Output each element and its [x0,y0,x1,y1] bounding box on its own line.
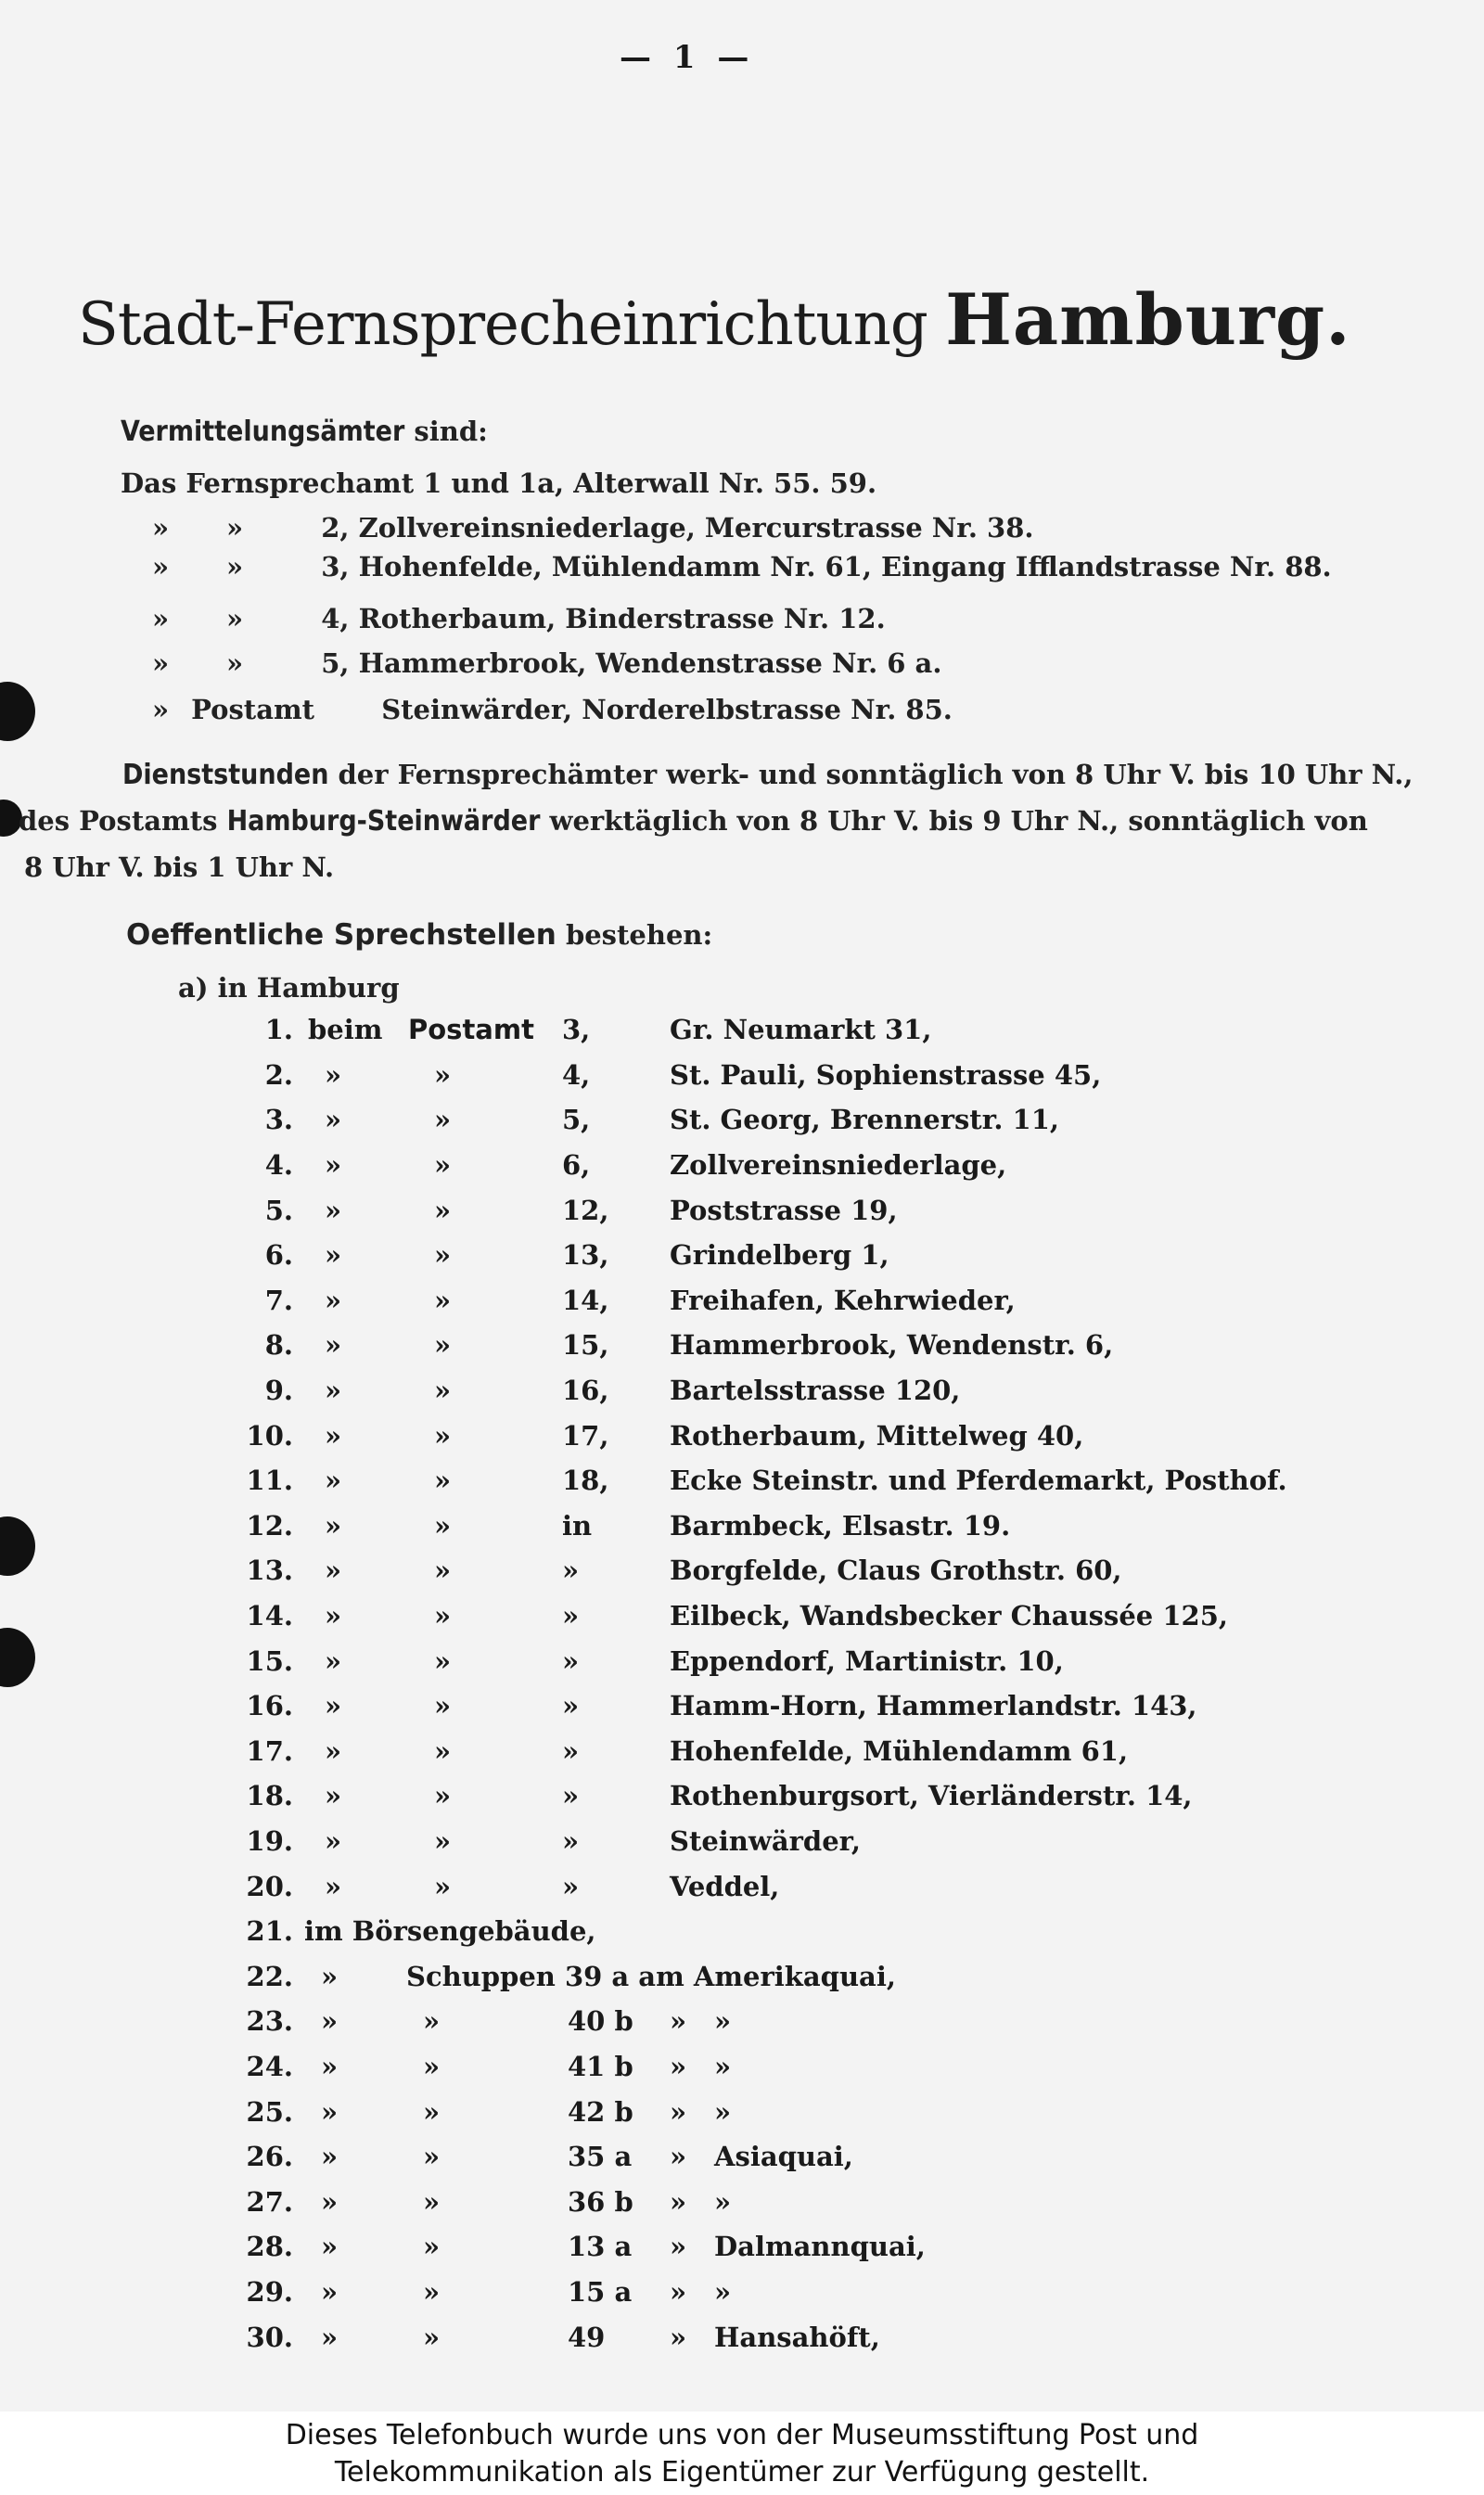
shed-number: 35 a [568,2141,633,2173]
station-row [211,1953,1287,1999]
ditto-mark: » [325,1824,342,1857]
office-number: 13, [562,1239,609,1272]
office-number: » [562,1824,580,1857]
ditto-mark: » [325,1734,342,1767]
exchange-row [139,647,941,679]
station-number: 17. [246,1734,293,1767]
station-location: Bartelsstrasse 120, [670,1375,961,1407]
station-row [211,1909,1287,1954]
station-number: 8. [264,1329,293,1362]
station-location: Borgfelde, Claus Grothstr. 60, [670,1555,1122,1587]
station-number: 3. [264,1104,293,1136]
ditto-mark: » [325,1690,342,1722]
station-number: 20. [246,1870,293,1902]
page-number: — 1 — [620,39,755,76]
station-location: St. Georg, Brennerstr. 11, [670,1104,1059,1136]
ditto-mark: » [434,1329,452,1362]
exchange-lead: Das Fernsprechamt 1 und 1a, [121,467,565,499]
public-heading [126,918,712,952]
station-row [211,2179,1287,2224]
ditto-mark: » [434,1780,452,1812]
exchange-text: Hammerbrook, Wendenstrasse Nr. 6 a. [358,647,942,679]
ditto-mark: » [434,1058,452,1091]
station-prefix: beim [308,1014,383,1046]
public-heading-bold: Oeffentliche Sprechstellen [126,918,556,952]
ditto-mark: » [325,1870,342,1902]
station-location: Gr. Neumarkt 31, [670,1014,932,1046]
station-number: 6. [264,1239,293,1272]
station-type: Postamt [408,1014,534,1046]
station-row [211,1729,1287,1774]
station-number: 28. [246,2231,293,2263]
office-number: 5, [562,1104,591,1136]
station-location: Eilbeck, Wandsbecker Chaussée 125, [670,1600,1228,1632]
ditto-mark: » [325,1375,342,1407]
exchange-lead: 2, [321,512,350,544]
ditto-mark: » [434,1644,452,1677]
ditto-mark: » [434,1870,452,1902]
station-row [211,1233,1287,1278]
station-location: Zollvereinsniederlage, [670,1149,1007,1182]
ditto-mark: » [325,1644,342,1677]
station-number: 14. [246,1600,293,1632]
ditto-mark: » [325,1239,342,1272]
ditto-mark: » [434,1419,452,1452]
ditto-mark: » [670,2005,687,2038]
ditto-mark: » [434,1375,452,1407]
station-location: » [714,2050,732,2082]
station-location: Hammerbrook, Wendenstr. 6, [670,1329,1114,1362]
ditto-mark: » [670,2141,687,2173]
ditto-mark: » [670,2231,687,2263]
exchange-row [139,694,953,725]
ditto-mark: » [434,1104,452,1136]
shed-number: 15 a [568,2275,633,2308]
station-row [211,2134,1287,2180]
station-number: 11. [246,1465,293,1497]
ditto-mark: » [434,1194,452,1226]
ditto-mark: » [434,1600,452,1632]
ditto-mark: » [321,2275,339,2308]
title-regular: Stadt-Fernsprecheinrichtung [78,290,928,359]
hours-text: 8 Uhr V. bis 1 Uhr N. [24,851,335,883]
exchanges-heading-rest: sind: [414,416,488,447]
station-location: » [714,2095,732,2128]
station-location: Hamm-Horn, Hammerlandstr. 143, [670,1690,1197,1722]
ditto-mark: » [325,1149,342,1182]
station-row [211,2224,1287,2270]
exchange-lead: 3, [321,551,350,582]
ditto-mark: » [434,1555,452,1587]
ditto-mark: » [151,603,170,634]
ditto-mark: » [325,1058,342,1091]
exchange-text: Hohenfelde, Mühlendamm Nr. 61, Eingang Ifflandstrasse Nr. 88. [358,551,1332,582]
office-number: 18, [562,1465,609,1497]
punch-hole-bottom [0,1628,35,1687]
ditto-mark: » [670,2185,687,2218]
ditto-mark: » [325,1284,342,1316]
public-stations-table [211,1007,1287,2360]
ditto-mark: » [226,603,244,634]
ditto-mark: » [434,1239,452,1272]
ditto-mark: » [325,1600,342,1632]
station-number: 29. [246,2275,293,2308]
hours-text: der Fernsprechämter werk- und sonntäglich von 8 Uhr V. bis 10 Uhr N., [338,759,1414,790]
office-number: » [562,1600,580,1632]
ditto-mark: » [434,1284,452,1316]
exchange-text: Alterwall Nr. 55. 59. [573,467,877,499]
station-number: 30. [246,2321,293,2353]
exchange-row [139,603,886,634]
station-number: 15. [246,1644,293,1677]
ditto-mark: » [151,551,170,582]
ditto-mark: » [321,2050,339,2082]
shed-number: 41 b [568,2050,633,2082]
office-number: » [562,1780,580,1812]
station-number: 1. [264,1014,293,1046]
title-bold: Hamburg. [945,278,1351,361]
office-number: 15, [562,1329,609,1362]
station-row [211,1187,1287,1233]
hours-heading: Dienststunden [122,759,329,791]
ditto-mark: » [325,1104,342,1136]
ditto-mark: » [226,512,244,544]
ditto-mark: » [434,1149,452,1182]
office-number: 16, [562,1375,609,1407]
office-number: » [562,1870,580,1902]
station-row [211,2044,1287,2090]
ditto-mark: » [325,1465,342,1497]
station-number: 25. [246,2095,293,2128]
station-row [211,1638,1287,1683]
ditto-mark: » [423,2141,441,2173]
ditto-mark: » [670,2275,687,2308]
public-heading-rest: bestehen: [565,919,713,951]
ditto-mark: » [670,2321,687,2353]
shed-number: 40 b [568,2005,633,2038]
ditto-mark: » [325,1780,342,1812]
hours-office-name: Hamburg-Steinwärder [226,805,541,838]
station-row [211,1683,1287,1729]
punch-hole-top [0,682,35,741]
station-number: 18. [246,1780,293,1812]
station-row [211,1819,1287,1864]
ditto-mark: » [226,647,244,679]
station-number: 2. [264,1058,293,1091]
exchange-text: Zollvereinsniederlage, Mercurstrasse Nr. 38. [358,512,1034,544]
hours-line-3 [24,851,334,883]
station-location: » [714,2275,732,2308]
station-location: Asiaquai, [714,2141,853,2173]
station-number: 27. [246,2185,293,2218]
ditto-mark: » [423,2095,441,2128]
station-number: 12. [246,1509,293,1542]
station-number: 16. [246,1690,293,1722]
ditto-mark: » [321,2141,339,2173]
ditto-mark: » [325,1329,342,1362]
station-location: St. Pauli, Sophienstrasse 45, [670,1058,1102,1091]
station-row [211,1413,1287,1458]
shed-number: 42 b [568,2095,633,2128]
station-location: im Börsengebäude, [304,1915,596,1948]
station-location: » [714,2005,732,2038]
ditto-mark: » [670,2095,687,2128]
station-location: Poststrasse 19, [670,1194,898,1226]
office-number: 12, [562,1194,609,1226]
station-row [211,1999,1287,2044]
station-row [211,1097,1287,1143]
station-row [211,1143,1287,1188]
office-number: 14, [562,1284,609,1316]
station-number: 10. [246,1419,293,1452]
exchanges-heading [121,416,488,448]
station-row [211,1593,1287,1639]
station-row [211,1278,1287,1324]
office-number: 3, [562,1014,591,1046]
shed-number: 36 b [568,2185,633,2218]
exchanges-heading-bold: Vermittelungsämter [121,416,405,448]
station-row [211,1548,1287,1593]
station-row [211,2270,1287,2315]
footer-line-1: Dieses Telefonbuch wurde uns von der Museumsstiftung Post und [285,2419,1199,2451]
station-number: 9. [264,1375,293,1407]
ditto-mark: » [226,551,244,582]
station-location: Grindelberg 1, [670,1239,889,1272]
station-location: Hohenfelde, Mühlendamm 61, [670,1734,1129,1767]
station-number: 21. [246,1915,293,1948]
station-row [211,2089,1287,2134]
public-subheading: a) in Hamburg [178,972,400,1004]
office-number: 17, [562,1419,609,1452]
ditto-mark: » [423,2321,441,2353]
ditto-mark: » [434,1509,452,1542]
ditto-mark: » [434,1690,452,1722]
punch-hole-middle [0,1516,35,1576]
office-number: 4, [562,1058,591,1091]
station-row [211,1458,1287,1503]
station-number: 13. [246,1555,293,1587]
station-number: 7. [264,1284,293,1316]
page-title [78,278,1351,361]
ditto-mark: » [321,1960,339,1992]
ditto-mark: » [321,2005,339,2038]
station-number: 24. [246,2050,293,2082]
station-row [211,1863,1287,1909]
station-location: Barmbeck, Elsastr. 19. [670,1509,1011,1542]
station-location: Freihafen, Kehrwieder, [670,1284,1016,1316]
ditto-mark: » [151,694,170,725]
station-location: Eppendorf, Martinistr. 10, [670,1644,1064,1677]
office-number: » [562,1734,580,1767]
ditto-mark: » [321,2095,339,2128]
ditto-mark: » [434,1734,452,1767]
station-location: Rotherbaum, Mittelweg 40, [670,1419,1084,1452]
station-location: Dalmannquai, [714,2231,926,2263]
ditto-mark: » [325,1555,342,1587]
station-row [211,1323,1287,1368]
ditto-mark: » [151,512,170,544]
exchange-lead: 4, [321,603,350,634]
ditto-mark: » [325,1194,342,1226]
exchange-postamt: Postamt [191,694,315,725]
exchange-row [121,467,876,499]
office-number: » [562,1690,580,1722]
exchange-lead: 5, [321,647,350,679]
station-row [211,1007,1287,1053]
ditto-mark: » [434,1824,452,1857]
office-number: » [562,1555,580,1587]
station-number: 23. [246,2005,293,2038]
station-location: Rothenburgsort, Vierländerstr. 14, [670,1780,1193,1812]
ditto-mark: » [434,1465,452,1497]
station-location: Steinwärder, [670,1824,861,1857]
footer-notice [0,2412,1484,2495]
office-number: in [562,1509,593,1542]
exchange-text: Steinwärder, Norderelbstrasse Nr. 85. [381,694,953,725]
station-row [211,1503,1287,1549]
bleed-through-texture [575,130,582,180]
station-location: Schuppen 39 a am Amerikaquai, [406,1960,896,1992]
ditto-mark: » [670,2050,687,2082]
station-number: 4. [264,1149,293,1182]
station-row [211,1053,1287,1098]
station-row [211,1368,1287,1414]
station-location: Veddel, [670,1870,780,1902]
ditto-mark: » [321,2185,339,2218]
ditto-mark: » [321,2231,339,2263]
ditto-mark: » [325,1509,342,1542]
station-number: 22. [246,1960,293,1992]
ditto-mark: » [423,2005,441,2038]
ditto-mark: » [325,1419,342,1452]
office-number: » [562,1644,580,1677]
footer-line-2: Telekommunikation als Eigentümer zur Verfügung gestellt. [334,2456,1150,2489]
ditto-mark: » [151,647,170,679]
office-number: 6, [562,1149,591,1182]
ditto-mark: » [423,2050,441,2082]
hours-text: werktäglich von 8 Uhr V. bis 9 Uhr N., sonntäglich von [549,805,1368,837]
ditto-mark: » [423,2231,441,2263]
station-location: Hansahöft, [714,2321,880,2353]
hours-line-1 [122,759,1413,791]
station-number: 5. [264,1194,293,1226]
station-number: 26. [246,2141,293,2173]
exchange-row [139,512,1034,544]
ditto-mark: » [423,2185,441,2218]
station-location: » [714,2185,732,2218]
shed-number: 13 a [568,2231,633,2263]
station-row [211,2314,1287,2360]
hours-text: des Postamts [19,805,218,837]
shed-number: 49 [568,2321,606,2353]
hours-line-2 [19,805,1368,838]
ditto-mark: » [321,2321,339,2353]
ditto-mark: » [423,2275,441,2308]
station-location: Ecke Steinstr. und Pferdemarkt, Posthof. [670,1465,1287,1497]
exchange-text: Rotherbaum, Binderstrasse Nr. 12. [358,603,886,634]
exchange-row [139,551,1332,582]
station-row [211,1773,1287,1819]
station-number: 19. [246,1824,293,1857]
